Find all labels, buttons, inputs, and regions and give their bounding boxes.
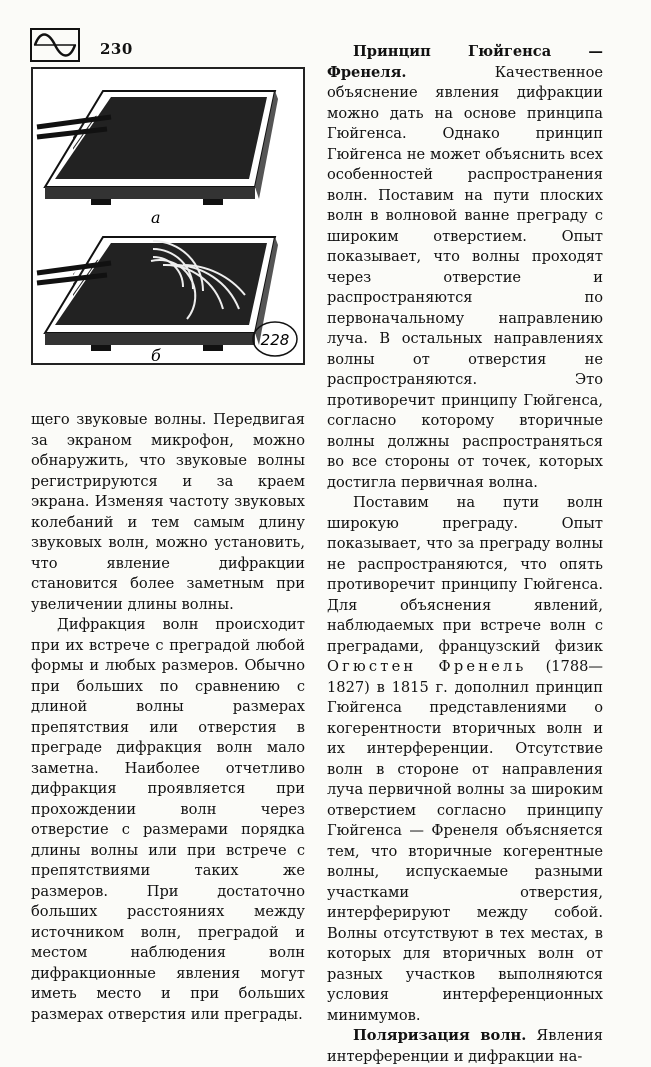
right-paragraph-1 xyxy=(327,42,603,493)
figure-label-a: а xyxy=(151,208,161,227)
heading-huygens-fresnel: Принцип Гюйгенса — Френеля. xyxy=(327,43,603,81)
right-paragraph-3-text: Явления интерференции и дифракции на- xyxy=(327,1027,603,1065)
right-column xyxy=(327,42,603,1067)
figure-label-b: б xyxy=(151,346,161,363)
right-paragraph-3 xyxy=(327,1026,603,1067)
right-paragraph-2-rest: (1788—1827) в 1815 г. дополнил принцип Гюйгенса представлениями о когерентности вторичных волн и их интерференции. Отсутствие волн в стороне от направления луча первичной волны за широким отверстием согласно принципу Гюйгенса — Френеля объясняется тем, что вторичные когерентные волны, испускаемые разными участками отверстия, интерферируют между собой. Волны отсутствуют в тех местах, в которых для вторичных волн от разных участков выполняются условия интерференционных минимумов. xyxy=(327,658,603,1024)
fresnel-name: Огюстен Френель xyxy=(327,658,527,675)
right-paragraph-2-text: Поставим на пути волн широкую преграду. Опыт показывает, что за преграду волны не распространяются, что опять противоречит принципу Гюйгенса. Для объяснения явлений, наблюдаемых при встрече волн с преградами, французский физик xyxy=(327,494,603,655)
sine-wave-icon xyxy=(30,28,80,62)
wave-tank-plane-waves xyxy=(37,91,278,205)
left-column xyxy=(31,410,305,1025)
heading-polarization: Поляризация волн. xyxy=(353,1027,527,1044)
figure-number: 228 xyxy=(260,331,290,349)
page-number: 230 xyxy=(100,40,133,58)
wave-tank-circular-waves xyxy=(37,237,278,351)
right-paragraph-1-text: Качественное объяснение явления дифракции можно дать на основе принципа Гюйгенса. Однако принцип Гюйгенса не может объяснить всех особенностей распространения волн. Поставим на пути плоских волн в волновой ванне преграду с широким отверстием. Опыт показывает, что волны проходят через отверстие и распространяются по первоначальному направлению луча. В остальных направлениях волны от отверстия не распространяются. Это противоречит принципу Гюйгенса, согласно которому вторичные волны должны распространяться во все стороны от точек, которых достигла первичная волна. xyxy=(327,63,603,491)
left-paragraph-2: Дифракция волн происходит при их встрече с преградой любой формы и любых размеров. Обычно при больших по сравнению с длиной волны размерах препятствия или отверстия в преграде дифракция волн мало заметна. Наиболее отчетливо дифракция проявляется при прохождении волн через отверстие с размерами порядка длины волны или при встрече с препятствиями таких же размеров. При достаточно больших расстояниях между источником волн, преградой и местом наблюдения волн дифракционные явления могут иметь место и при больших размерах отверстия или преграды. xyxy=(31,616,305,1023)
figure-wave-tank xyxy=(31,67,305,365)
right-paragraph-2 xyxy=(327,493,603,1026)
left-paragraph-1: щего звуковые волны. Передвигая за экраном микрофон, можно обнаружить, что звуковые волны регистрируются и за краем экрана. Изменяя частоту звуковых колебаний и тем самым длину звуковых волн, можно установить, что явление дифракции становится более заметным при увеличении длины волны. xyxy=(31,411,305,613)
